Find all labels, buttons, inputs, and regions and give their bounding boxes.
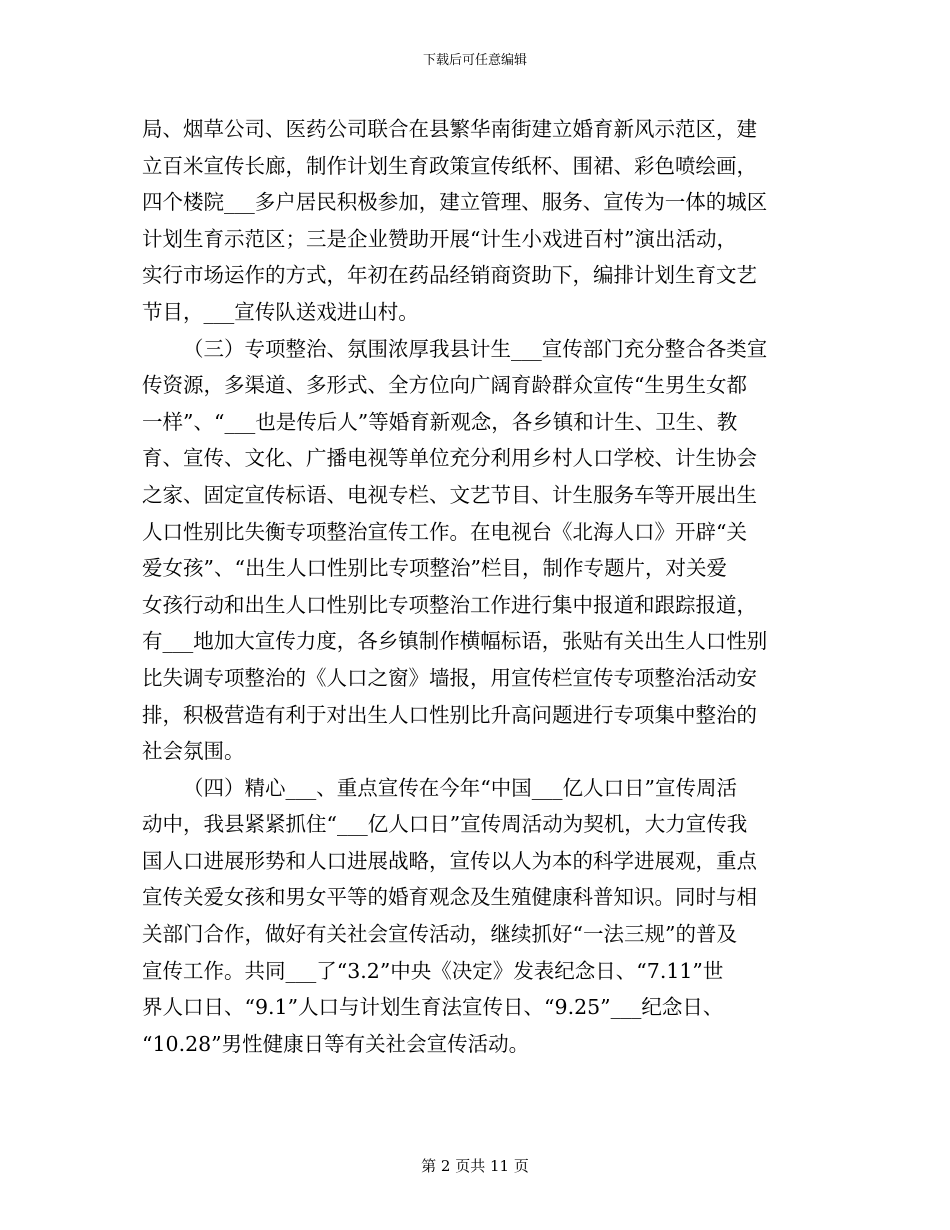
paragraph-line: 国人口进展形势和人口进展战略，宣传以人为本的科学进展观，重点 xyxy=(142,848,757,873)
paragraph-line: 宣传关爱女孩和男女平等的婚育观念及生殖健康科普知识。同时与相 xyxy=(142,885,757,910)
paragraph-line: 宣传工作。共同___了“3.2”中央《决定》发表纪念日、“7.11”世 xyxy=(142,958,724,983)
document-body xyxy=(142,111,807,1062)
paragraph-4 xyxy=(142,770,807,1063)
paragraph-line: 四个楼院___多户居民积极参加，建立管理、服务、宣传为一体的城区 xyxy=(142,190,768,215)
paragraph-line: 社会氛围。 xyxy=(142,739,245,764)
paragraph-line: 排，积极营造有利于对出生人口性别比升高问题进行专项集中整治的 xyxy=(142,702,757,727)
paragraph-line: 立百米宣传长廊，制作计划生育政策宣传纸杯、围裙、彩色喷绘画， xyxy=(142,153,757,178)
paragraph-line: “10.28”男性健康日等有关社会宣传活动。 xyxy=(142,1031,530,1056)
paragraph-line: 节目，___宣传队送戏进山村。 xyxy=(142,299,419,324)
paragraph-line: （三）专项整治、氛围浓厚我县计生___宣传部门充分整合各类宣 xyxy=(183,336,768,361)
page-header: 下载后可任意编辑 xyxy=(422,53,527,68)
paragraph-line: 爱女孩”、“出生人口性别比专项整治”栏目，制作专题片，对关爱 xyxy=(142,556,727,581)
paragraph-line: 女孩行动和出生人口性别比专项整治工作进行集中报道和跟踪报道， xyxy=(142,592,757,617)
paragraph-line: 界人口日、“9.1”人口与计划生育法宣传日、“9.25”___纪念日、 xyxy=(142,995,724,1020)
paragraph-line: 关部门合作，做好有关社会宣传活动，继续抓好“一法三规”的普及 xyxy=(142,922,737,947)
paragraph-line: 有___地加大宣传力度，各乡镇制作横幅标语，张贴有关出生人口性别 xyxy=(142,629,768,654)
paragraph-line: 传资源，多渠道、多形式、全方位向广阔育龄群众宣传“生男生女都 xyxy=(142,373,747,398)
paragraph-line: 育、宣传、文化、广播电视等单位充分利用乡村人口学校、计生协会 xyxy=(142,446,757,471)
paragraph-line: 之家、固定宣传标语、电视专栏、文艺节目、计生服务车等开展出生 xyxy=(142,482,757,507)
paragraph-line: 动中，我县紧紧抓住“___亿人口日”宣传周活动为契机，大力宣传我 xyxy=(142,812,748,837)
paragraph-line: 人口性别比失衡专项整治宣传工作。在电视台《北海人口》开辟“关 xyxy=(142,519,747,544)
paragraph-line: 实行市场运作的方式，年初在药品经销商资助下，编排计划生育文艺 xyxy=(142,263,757,288)
paragraph-2 xyxy=(142,111,807,331)
paragraph-3 xyxy=(142,331,807,770)
paragraph-line: 一样”、“___也是传后人”等婚育新观念，各乡镇和计生、卫生、教 xyxy=(142,409,738,434)
paragraph-line: 比失调专项整治的《人口之窗》墙报，用宣传栏宣传专项整治活动安 xyxy=(142,665,757,690)
page-number-footer: 第 2 页共 11 页 xyxy=(421,1157,529,1175)
paragraph-line: 局、烟草公司、医药公司联合在县繁华南街建立婚育新风示范区，建 xyxy=(142,117,757,141)
paragraph-line: 计划生育示范区；三是企业赞助开展“计生小戏进百村”演出活动， xyxy=(142,226,737,251)
paragraph-line: （四）精心___、重点宣传在今年“中国___亿人口日”宣传周活 xyxy=(183,775,737,800)
